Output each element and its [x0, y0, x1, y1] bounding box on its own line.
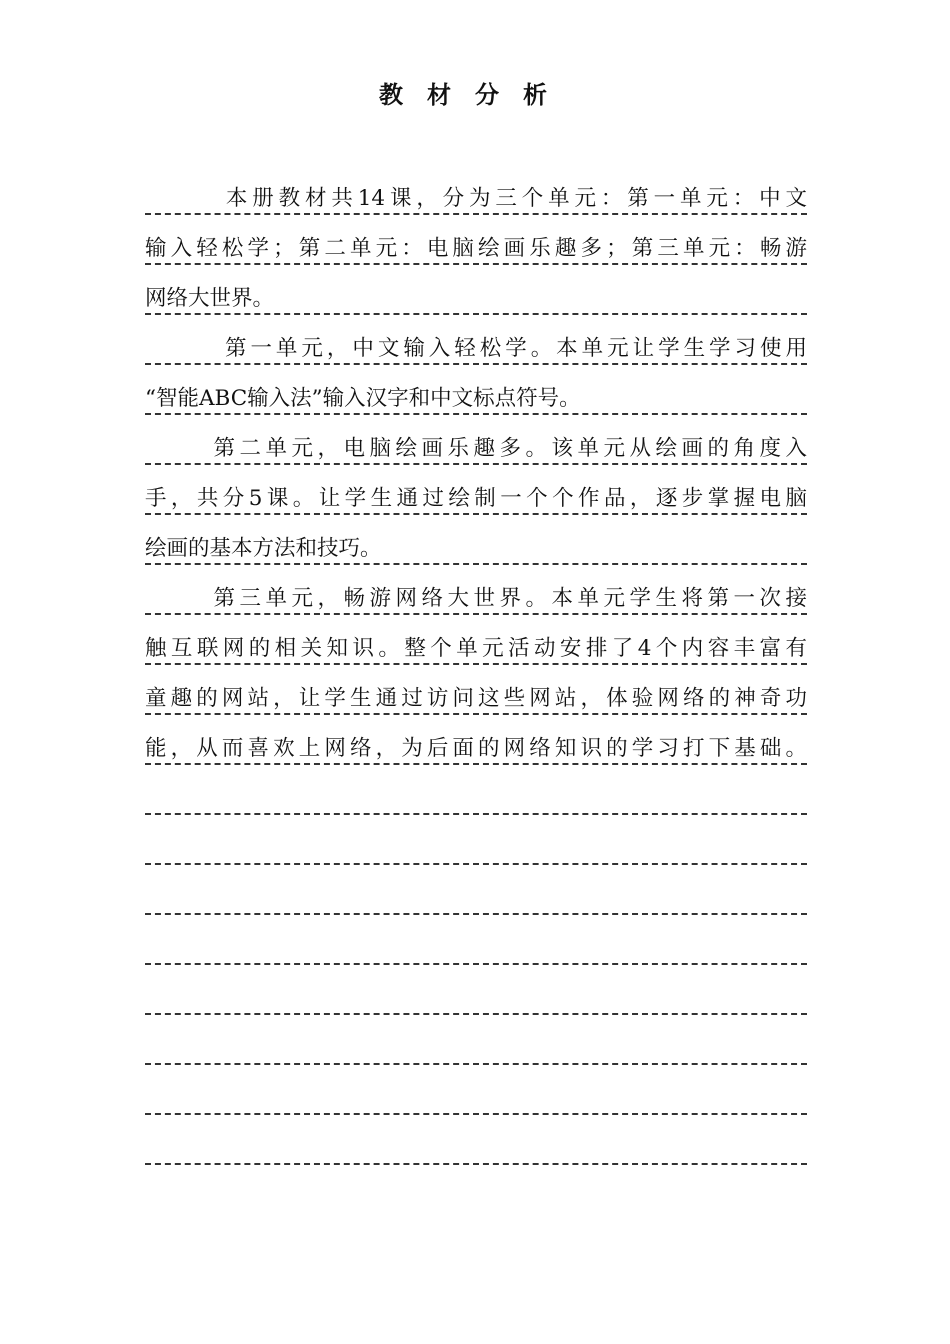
text-line: 触互联网的相关知识。整个单元活动安排了4个内容丰富有 [145, 636, 807, 661]
ruled-line [145, 624, 807, 674]
ruled-line [145, 224, 807, 274]
text-line [145, 185, 807, 213]
text-line: “智能ABC输入法”输入汉字和中文标点符号。 [145, 386, 581, 411]
empty-ruled-line [145, 1124, 807, 1174]
ruled-line [145, 374, 807, 424]
empty-ruled-line [145, 824, 807, 874]
empty-ruled-line [145, 874, 807, 924]
document-body [145, 174, 807, 1174]
line-content: 本册教材共14课，分为三个单元：第一单元：中文 [221, 186, 807, 211]
ruled-line [145, 724, 807, 774]
text-line: 手，共分5课。让学生通过绘制一个个作品，逐步掌握电脑 [145, 486, 807, 511]
text-line: 绘画的基本方法和技巧。 [145, 536, 382, 561]
line-content: 第三单元，畅游网络大世界。本单元学生将第一次接 [209, 586, 807, 611]
empty-ruled-line [145, 924, 807, 974]
ruled-line [145, 324, 807, 374]
text-line [145, 335, 807, 363]
ruled-line [145, 274, 807, 324]
empty-ruled-line [145, 1074, 807, 1124]
ruled-line [145, 474, 807, 524]
page-title: 教材分析 [379, 80, 571, 109]
text-line: 童趣的网站，让学生通过访问这些网站，体验网络的神奇功 [145, 686, 807, 711]
empty-ruled-line [145, 774, 807, 824]
text-line: 输入轻松学；第二单元：电脑绘画乐趣多；第三单元：畅游 [145, 236, 807, 261]
ruled-line [145, 174, 807, 224]
ruled-line [145, 524, 807, 574]
text-line [145, 585, 807, 613]
line-content: 第二单元，电脑绘画乐趣多。该单元从绘画的角度入 [209, 436, 807, 461]
text-line: 网络大世界。 [145, 286, 275, 311]
text-line [145, 435, 807, 463]
text-line: 能，从而喜欢上网络，为后面的网络知识的学习打下基础。 [145, 736, 807, 761]
line-content: 第一单元，中文输入轻松学。本单元让学生学习使用 [221, 336, 807, 361]
empty-ruled-line [145, 974, 807, 1024]
ruled-line [145, 674, 807, 724]
ruled-line [145, 574, 807, 624]
empty-ruled-line [145, 1024, 807, 1074]
ruled-line [145, 424, 807, 474]
